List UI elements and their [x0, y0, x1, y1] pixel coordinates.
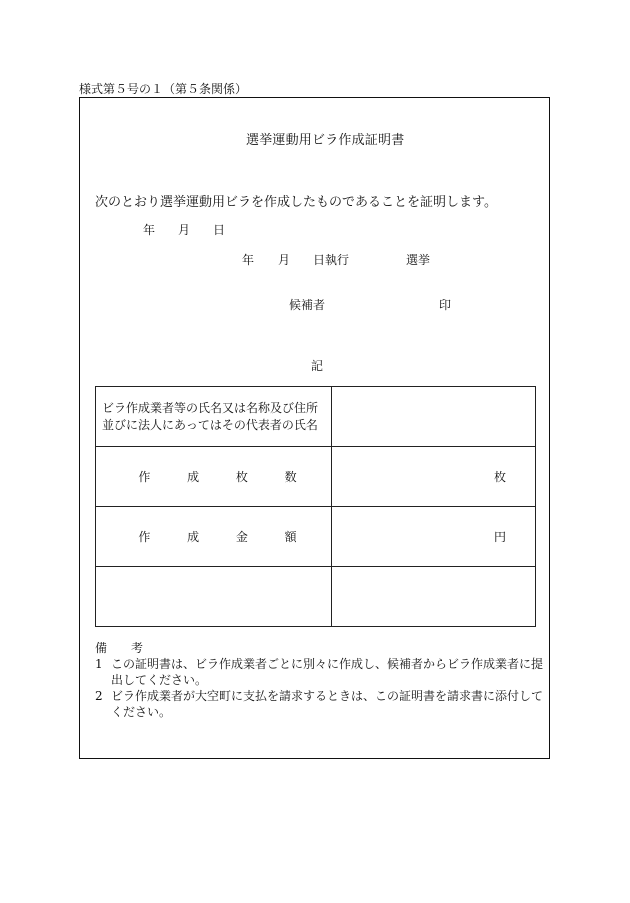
- date-month-label: 月: [178, 223, 191, 237]
- form-number-label: 様式第５号の１（第５条関係）: [79, 82, 248, 96]
- remarks-item: [95, 656, 545, 688]
- remarks-item-text: ビラ作成業者が大空町に支払を請求するときは、この証明書を請求書に添付してください。: [111, 689, 544, 719]
- remarks-item-number: 1: [95, 657, 103, 671]
- remarks-section: [95, 640, 545, 720]
- amount-label-char: 作: [138, 530, 151, 544]
- producer-name-value-cell: [332, 387, 536, 447]
- quantity-label-char: 成: [187, 470, 200, 484]
- quantity-label-char: 枚: [235, 470, 248, 484]
- remarks-heading: 備 考: [95, 641, 144, 655]
- amount-label-char: 成: [187, 530, 200, 544]
- amount-label-cell: [96, 507, 332, 567]
- date-day-label: 日: [213, 223, 226, 237]
- certificate-table: [95, 386, 536, 627]
- blank-label-cell: [96, 567, 332, 627]
- table-row: [96, 387, 536, 447]
- producer-name-label-cell: [96, 387, 332, 447]
- producer-label-line1: ビラ作成業者等の氏名又は名称及び住所: [102, 400, 319, 415]
- amount-label-char: 金: [235, 530, 248, 544]
- blank-value-cell: [332, 567, 536, 627]
- remarks-item-number: 2: [95, 689, 103, 703]
- quantity-label-char: 作: [138, 470, 151, 484]
- quantity-label-char: 数: [284, 470, 297, 484]
- table-row: [96, 447, 536, 507]
- certification-statement: 次のとおり選挙運動用ビラを作成したものであることを証明します。: [95, 195, 497, 210]
- candidate-label: 候補者: [289, 298, 326, 312]
- table-row: [96, 507, 536, 567]
- remarks-item: [95, 688, 545, 720]
- election-day-executed-label: 日執行: [313, 253, 350, 267]
- election-month-label: 月: [278, 253, 291, 267]
- table-row: [96, 567, 536, 627]
- amount-value-cell: [332, 507, 536, 567]
- election-name-label: 選挙: [406, 253, 431, 267]
- quantity-value-cell: [332, 447, 536, 507]
- amount-unit: 円: [493, 530, 506, 544]
- election-year-label: 年: [242, 253, 255, 267]
- quantity-label-cell: [96, 447, 332, 507]
- quantity-unit: 枚: [493, 470, 506, 484]
- seal-label: 印: [439, 298, 452, 312]
- date-year-label: 年: [143, 223, 156, 237]
- ki-label: 記: [311, 359, 324, 373]
- remarks-item-text: この証明書は、ビラ作成業者ごとに別々に作成し、候補者からビラ作成業者に提出してください。: [111, 657, 544, 687]
- producer-label-line2: 並びに法人にあってはその代表者の氏名: [102, 417, 318, 432]
- amount-label-char: 額: [284, 530, 297, 544]
- document-title: 選挙運動用ビラ作成証明書: [246, 133, 405, 148]
